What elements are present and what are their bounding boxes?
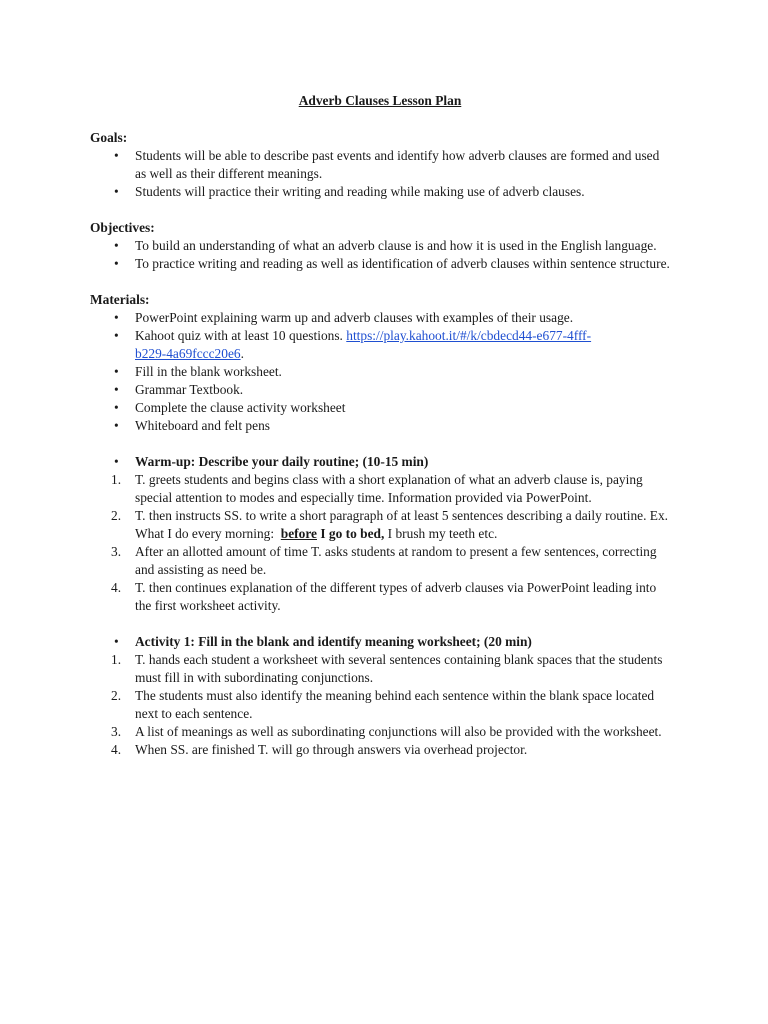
bullet-icon: • <box>114 382 119 397</box>
list-item <box>90 651 670 687</box>
list-item <box>90 417 670 435</box>
goals-heading: Goals: <box>90 130 128 145</box>
list-item <box>90 453 670 471</box>
kahoot-period: . <box>240 346 244 361</box>
activity1-title: Activity 1: Fill in the blank and identify meaning worksheet; (20 min) <box>135 634 532 649</box>
material-text: Whiteboard and felt pens <box>135 418 270 433</box>
list-item <box>90 687 670 723</box>
bullet-icon: • <box>114 634 119 649</box>
list-item <box>90 255 670 273</box>
step-number: 3. <box>111 724 122 739</box>
bullet-icon: • <box>114 148 119 163</box>
step-text: T. greets students and begins class with a short explanation of what an adverb clause is, paying special attention to modes and especially time. Information provided via PowerPoint. <box>135 472 643 505</box>
list-item <box>90 723 670 741</box>
step-text: A list of meanings as well as subordinating conjunctions will also be provided with the worksheet. <box>135 724 662 739</box>
material-text: PowerPoint explaining warm up and adverb clauses with examples of their usage. <box>135 310 574 325</box>
bullet-icon: • <box>114 256 119 271</box>
list-item <box>90 309 670 327</box>
objectives-heading: Objectives: <box>90 220 155 235</box>
list-item <box>90 507 670 543</box>
goals-list <box>90 147 670 201</box>
material-text: Complete the clause activity worksheet <box>135 400 346 415</box>
step-number: 1. <box>111 652 122 667</box>
kahoot-link-part2[interactable]: b229-4a69fccc20e6 <box>135 346 241 361</box>
step-text-end: I brush my teeth etc. <box>384 526 498 541</box>
activity1-heading-list <box>90 633 670 651</box>
bullet-icon: • <box>114 400 119 415</box>
step-text: T. hands each student a worksheet with several sentences containing blank spaces that the students must fill in with subordinating conjunctions. <box>135 652 663 685</box>
lesson-plan-page <box>90 92 670 759</box>
step-number: 3. <box>111 544 122 559</box>
list-item <box>90 741 670 759</box>
step-text: The students must also identify the meaning behind each sentence within the blank space located next to each sentence. <box>135 688 655 721</box>
list-item <box>90 363 670 381</box>
list-item <box>90 471 670 507</box>
page-title: Adverb Clauses Lesson Plan <box>298 93 462 108</box>
objective-text: To build an understanding of what an adverb clause is and how it is used in the English language. <box>135 238 657 253</box>
bullet-icon: • <box>114 328 119 343</box>
material-text: Grammar Textbook. <box>135 382 244 397</box>
objective-text: To practice writing and reading as well as identification of adverb clauses within sentence structure. <box>135 256 670 271</box>
list-item <box>90 381 670 399</box>
bullet-icon: • <box>114 454 119 469</box>
step-text: T. then instructs SS. to write a short paragraph of at least 5 sentences describing a daily routine. Ex. What I do every morning: <box>135 508 669 541</box>
activity1-steps <box>90 651 670 759</box>
bullet-icon: • <box>114 238 119 253</box>
warmup-title: Warm-up: Describe your daily routine; (10-15 min) <box>135 454 429 469</box>
warmup-steps <box>90 471 670 615</box>
list-item <box>90 633 670 651</box>
objectives-list <box>90 237 670 273</box>
materials-heading: Materials: <box>90 292 150 307</box>
material-text: Fill in the blank worksheet. <box>135 364 282 379</box>
step-number: 2. <box>111 508 122 523</box>
list-item <box>90 579 670 615</box>
step-number: 4. <box>111 742 122 757</box>
step-number: 4. <box>111 580 122 595</box>
list-item <box>90 399 670 417</box>
warmup-heading-list <box>90 453 670 471</box>
goal-text: Students will be able to describe past events and identify how adverb clauses are formed and used as well as their different meanings. <box>135 148 660 181</box>
list-item <box>90 543 670 579</box>
bullet-icon: • <box>114 184 119 199</box>
step-text: T. then continues explanation of the different types of adverb clauses via PowerPoint leading into the first worksheet activity. <box>135 580 657 613</box>
step-number: 1. <box>111 472 122 487</box>
bullet-icon: • <box>114 310 119 325</box>
bullet-icon: • <box>114 418 119 433</box>
example-before-keyword: before <box>280 526 317 541</box>
goal-text: Students will practice their writing and reading while making use of adverb clauses. <box>135 184 585 199</box>
example-bold-clause: I go to bed, <box>316 526 385 541</box>
bullet-icon: • <box>114 364 119 379</box>
step-text: When SS. are finished T. will go through answers via overhead projector. <box>135 742 528 757</box>
kahoot-link-part1[interactable]: https://play.kahoot.it/#/k/cbdecd44-e677-4fff- <box>346 328 592 343</box>
step-number: 2. <box>111 688 122 703</box>
list-item <box>90 147 670 183</box>
material-text: Kahoot quiz with at least 10 questions. <box>135 328 343 343</box>
list-item <box>90 327 670 363</box>
list-item <box>90 183 670 201</box>
materials-list <box>90 309 670 435</box>
step-text: After an allotted amount of time T. asks students at random to present a few sentences, correcting and assisting as need be. <box>135 544 657 577</box>
list-item <box>90 237 670 255</box>
